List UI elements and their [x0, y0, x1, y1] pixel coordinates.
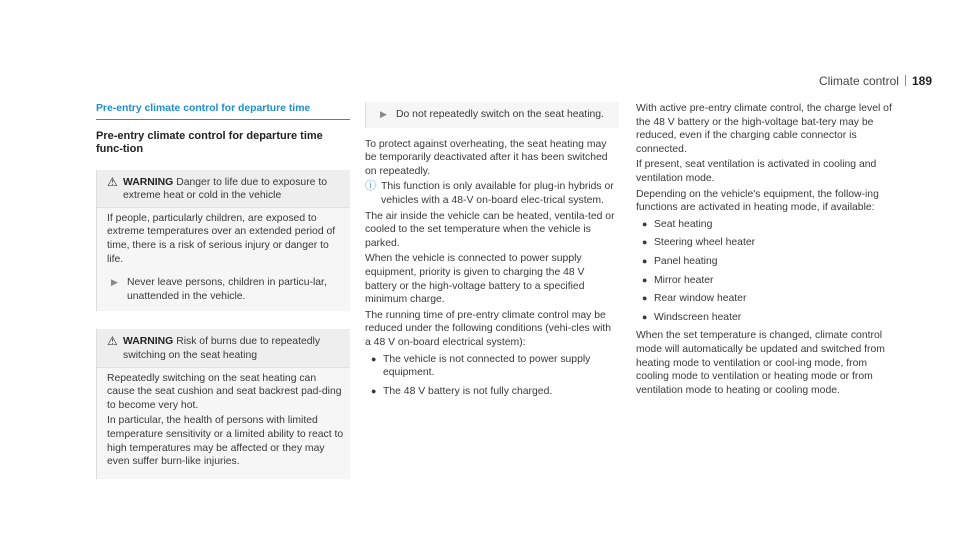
page-header — [819, 74, 932, 88]
step-text: Never leave persons, children in particu-lar, unattended in the vehicle. — [127, 277, 327, 302]
header-divider — [905, 75, 906, 86]
paragraph: The air inside the vehicle can be heated, ventila-ted or cooled to the set temperature when the vehicle is parked. — [365, 210, 615, 249]
list-item: ● The vehicle is not connected to power supply equipment. — [371, 353, 591, 379]
bullet-icon: ● — [642, 218, 648, 229]
list-item: ● Steering wheel heater — [642, 237, 756, 249]
warning-triangle-icon: ⚠ — [107, 174, 118, 189]
paragraph: If present, seat ventilation is activated in cooling and ventilation mode. — [636, 159, 877, 184]
paragraph: To protect against overheating, the seat heating may be temporarily deactivated after it has been switched on repeatedly. — [365, 138, 608, 177]
warning-body-1: Repeatedly switching on the seat heating can cause the seat cushion and seat backrest pad-ding to become very hot. — [107, 372, 342, 411]
bullet-icon: ● — [642, 311, 648, 322]
paragraph: The running time of pre-entry climate control may be reduced under the following conditions (vehi-cles with a 48 V on-board electrical system): — [365, 309, 612, 348]
column-3 — [636, 102, 896, 399]
list-item: ● Panel heating — [642, 255, 718, 267]
column-2 — [365, 102, 619, 403]
note-text: This function is only available for plug-in hybrids or vehicles with a 48-V on-board elec-trical system. — [381, 181, 614, 206]
warning-box-2 — [96, 329, 350, 478]
warning-word: WARNING — [123, 176, 174, 188]
bullet-icon: ● — [371, 353, 377, 364]
list-item: ● Seat heating — [642, 218, 713, 230]
instruction-box — [365, 102, 619, 128]
column-1 — [96, 102, 350, 497]
bullet-icon: ● — [371, 385, 377, 396]
bullet-icon: ● — [642, 237, 648, 248]
section-title: Pre-entry climate control for departure time func-tion — [96, 129, 323, 155]
arrow-right-icon: ▶ — [111, 277, 118, 288]
instruction-step — [107, 276, 344, 303]
warning-heading: Risk of burns due to repeatedly switching on the seat heating — [123, 336, 321, 361]
list-item: ● Windscreen heater — [642, 311, 742, 323]
list-item: ● Rear window heater — [642, 293, 747, 305]
warning-box-1 — [96, 170, 350, 312]
arrow-right-icon: ▶ — [380, 109, 387, 119]
warning-body-2: In particular, the health of persons with limited temperature sensitivity or a limited ability to react to high temperatures may be affected or they may even suffer burn-like injuries. — [107, 415, 344, 468]
section-link[interactable]: Pre-entry climate control for departure time — [96, 102, 350, 120]
warning-triangle-icon: ⚠ — [107, 334, 118, 349]
warning-body: If people, particularly children, are exposed to extreme temperatures over an extended period of time, there is a risk of serious injury or danger to life. — [107, 212, 336, 265]
bullet-icon: ● — [642, 293, 648, 304]
step-text: Do not repeatedly switch on the seat heating. — [396, 109, 604, 120]
info-note — [365, 180, 619, 207]
page-number: 189 — [911, 74, 932, 88]
paragraph: When the set temperature is changed, climate control mode will automatically be updated and switched from heating mode to ventilation or cool-ing mode, from cooling mode to ventilation or heating mode or from ventilation mode to heating or cooling mode. — [636, 330, 885, 396]
bullet-icon: ● — [642, 274, 648, 285]
warning-word: WARNING — [123, 336, 174, 348]
list-item: ● Mirror heater — [642, 274, 714, 286]
info-icon: ⓘ — [365, 180, 376, 193]
list-item: ● The 48 V battery is not fully charged. — [371, 385, 553, 397]
warning-heading: Danger to life due to exposure to extreme heat or cold in the vehicle — [123, 176, 327, 202]
paragraph: Depending on the vehicle's equipment, the follow-ing functions are activated in heating mode, if available: — [636, 188, 879, 214]
paragraph: With active pre-entry climate control, the charge level of the 48 V battery or the high-voltage bat-tery may be reduced, even if the charging cable connector is connected. — [636, 103, 892, 155]
paragraph: When the vehicle is connected to power supply equipment, priority is given to charging the 48 V battery or the high-voltage battery to a specified minimum charge. — [365, 253, 585, 306]
bullet-icon: ● — [642, 255, 648, 266]
header-section: Climate control — [818, 74, 899, 88]
